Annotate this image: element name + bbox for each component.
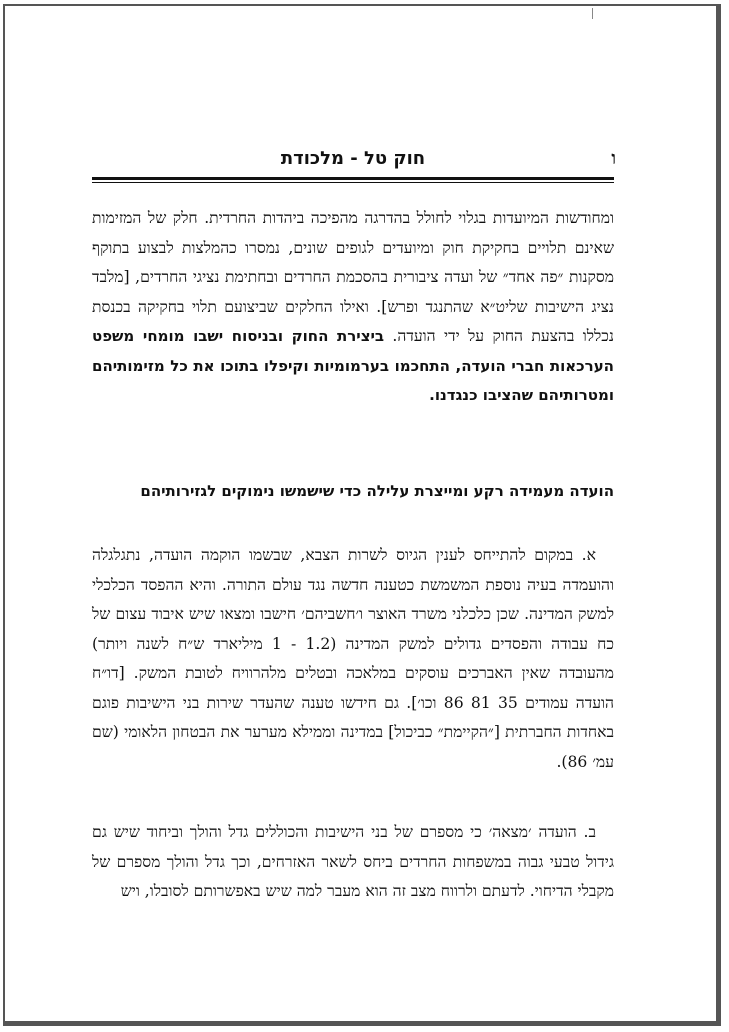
header-rule-thick: [92, 177, 614, 180]
running-title: חוק טל - מלכודת: [280, 148, 426, 169]
running-header: [90, 148, 616, 170]
paragraph-intro: [92, 204, 614, 411]
paragraph-b-text: ב. הועדה ׳מצאה׳ כי מספרם של בני הישיבות והכוללים גדל והולך וביחוד שיש גם גידול טבעי גבוה במשפחות החרדים ביחס לשאר האזרחים, וכך גדל והולך מספרם של מקבלי הדיחוי. לדעתם ולרווח מצב זה הוא מעבר למה שיש באפשרותם לסובלו, ויש: [92, 823, 614, 900]
paragraph-intro-text: ומחודשות המיועדות בגלוי לחולל בהדרגה מהפיכה ביהדות החרדית. חלק של המזימות שאינם תלויים בחקיקת חוק ומיועדים לגופים שונים, נמסרו כהמלצות לבצוע בתוקף מסקנות ״פה אחד״ של ועדה ציבורית בהסכמת החרדים ובחתימת נציגי החרדים, [מלבד נציג הישיבות שליט״א שהתנגד ופרש]. ואילו החלקים שביצועם תלוי בחקיקה בכנסת נכללו בהצעת החוק על ידי הועדה.: [92, 209, 614, 345]
paragraph-intro-bold: ביצירת החוק ובניסוח ישבו מומחי משפט הערכאות חברי הועדה, התחכמו בערמומיות וקיפלו בתוכו את כל מזימותיהם ומטרותיהם שהציבו כנגדנו.: [92, 327, 614, 404]
paragraph-a: [92, 541, 614, 777]
scan-mark: [592, 8, 593, 19]
header-rule-thin: [92, 182, 614, 183]
page-number: ו: [611, 148, 616, 169]
section-heading: הועדה מעמידה רקע ומייצרת עלילה כדי שישמשו נימוקים לגזירותיהם: [140, 482, 614, 500]
paragraph-a-text: א. במקום להתייחס לענין הגיוס לשרות הצבא, שבשמו הוקמה הועדה, נתגלגלה והועמדה בעיה נוספת המשמשת כטענה חדשה נגד עולם התורה. והיא ההפסד הכלכלי למשק המדינה. שכן כלכלני משרד האוצר ו׳חשביהם׳ חישבו ומצאו שיש איבוד עצום של כח עבודה והפסדים גדולים למשק המדינה (1.2 - 1 מיליארד ש״ח לשנה ויותר) מהעובדה שאין האברכים עוסקים במלאכה ובטלים מלהרוויח לטובת המשק. [דו״ח הועדה עמודים 35 81 86 וכו׳]. גם חידשו טענה שהעדר שירות בני הישיבות פוגם באחדות החברתית [״הקיימת״ כביכול] במדינה וממילא מערער את הבטחון הלאומי (שם עמ׳ 86).: [92, 546, 614, 771]
paragraph-b: [92, 818, 614, 907]
